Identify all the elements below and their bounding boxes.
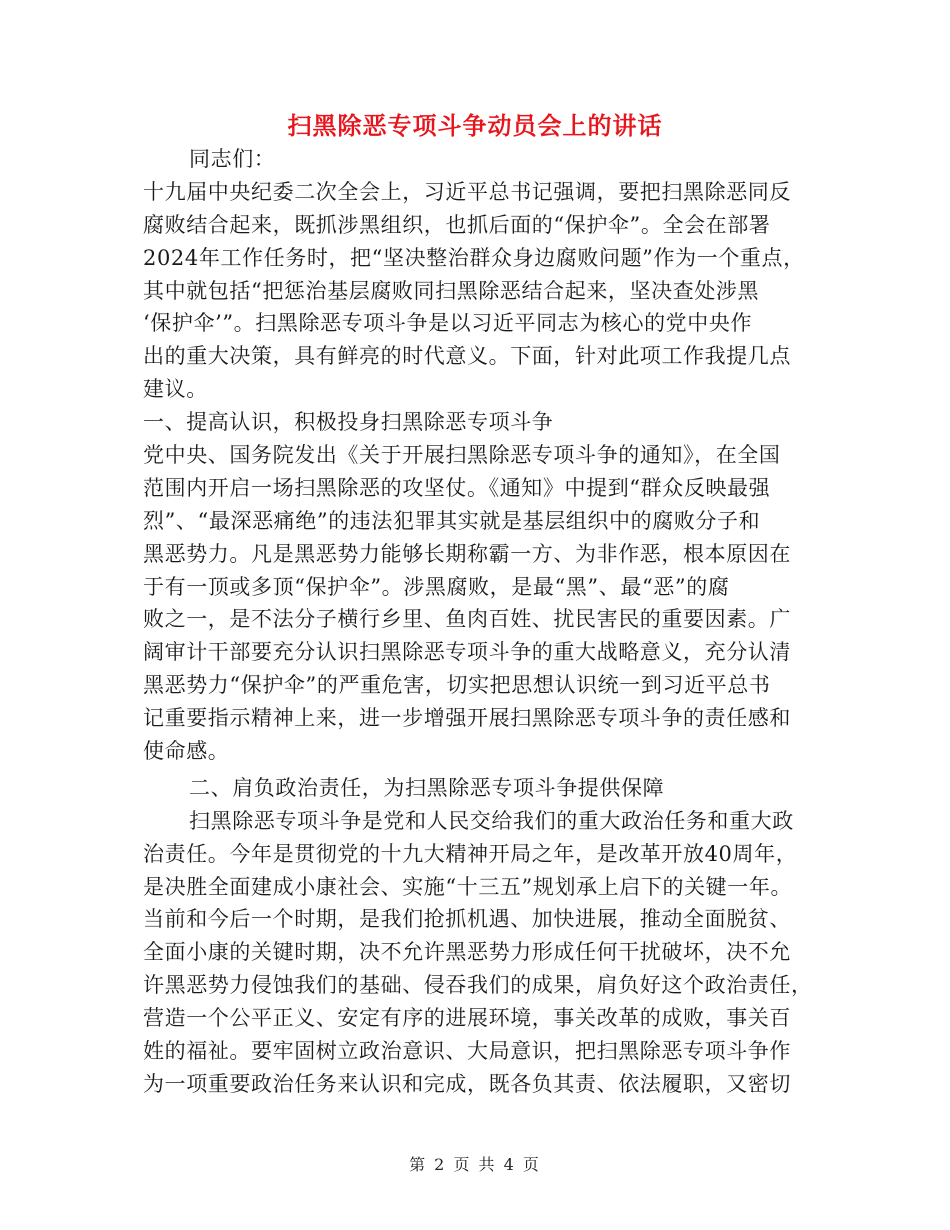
- paragraph-line: 治责任。今年是贯彻党的十九大精神开局之年，是改革开放40周年，: [143, 841, 798, 866]
- paragraph-line: ‘保护伞’”。扫黑除恶专项斗争是以习近平同志为核心的党中央作: [143, 311, 753, 336]
- paragraph-line: 阔审计干部要充分认识扫黑除恶专项斗争的重大战略意义，充分认清: [143, 640, 791, 665]
- paragraph-line: 范围内开启一场扫黑除恶的攻坚仗。《通知》中提到“群众反映最强: [143, 475, 771, 500]
- paragraph-line: 营造一个公平正义、安定有序的进展环境，事关改革的成败，事关百: [143, 1006, 791, 1031]
- paragraph-line: 2024年工作任务时，把“坚决整治群众身边腐败问题”作为一个重点，: [143, 245, 805, 270]
- paragraph-line: 烈”、“最深恶痛绝”的违法犯罪其实就是基层组织中的腐败分子和: [143, 508, 761, 533]
- paragraph-line: 全面小康的关键时期，决不允许黑恶势力形成任何干扰破坏，决不允: [143, 940, 791, 965]
- paragraph-line: 姓的福祉。要牢固树立政治意识、大局意识，把扫黑除恶专项斗争作: [143, 1039, 791, 1064]
- document-body: [143, 143, 813, 1101]
- paragraph-line: 其中就包括“把惩治基层腐败同扫黑除恶结合起来，坚决查处涉黑: [143, 278, 760, 303]
- paragraph-line: 败之一，是不法分子横行乡里、鱼肉百姓、扰民害民的重要因素。广: [143, 607, 791, 632]
- paragraph-line: 出的重大决策，具有鲜亮的时代意义。下面，针对此项工作我提几点: [143, 344, 791, 369]
- paragraph-line: 黑恶势力。凡是黑恶势力能够长期称霸一方、为非作恶，根本原因在: [143, 541, 791, 566]
- paragraph-line: 党中央、国务院发出《关于开展扫黑除恶专项斗争的通知》，在全国: [143, 443, 781, 468]
- paragraph-line: 扫黑除恶专项斗争是党和人民交给我们的重大政治任务和重大政: [189, 808, 794, 833]
- paragraph-line: 于有一顶或多顶“保护伞”。涉黑腐败，是最“黑”、最“恶”的腐: [143, 574, 730, 599]
- document-title: 扫黑除恶专项斗争动员会上的讲话: [287, 111, 663, 140]
- paragraph-line: 为一项重要政治任务来认识和完成，既各负其责、依法履职，又密切: [143, 1071, 791, 1096]
- page-footer: 第 2 页 共 4 页: [409, 1155, 541, 1174]
- section-heading-1: 一、提高认识，积极投身扫黑除恶专项斗争: [143, 410, 554, 435]
- paragraph-line: 使命感。: [143, 739, 230, 764]
- section-heading-2: 二、肩负政治责任，为扫黑除恶专项斗争提供保障: [189, 775, 665, 800]
- paragraph-line: 许黑恶势力侵蚀我们的基础、侵吞我们的成果，肩负好这个政治责任，: [143, 973, 813, 998]
- paragraph-line: 记重要指示精神上来，进一步增强开展扫黑除恶专项斗争的责任感和: [143, 706, 791, 731]
- salutation: 同志们：: [189, 147, 276, 171]
- paragraph-line: 腐败结合起来，既抓涉黑组织，也抓后面的“保护伞”。全会在部署: [143, 212, 771, 237]
- paragraph-line: 是决胜全面建成小康社会、实施“十三五”规划承上启下的关键一年。: [143, 874, 793, 899]
- paragraph-line: 当前和今后一个时期，是我们抢抓机遇、加快进展，推动全面脱贫、: [143, 907, 791, 932]
- paragraph-line: 建议。: [143, 377, 208, 402]
- paragraph-line: 十九届中央纪委二次全会上，习近平总书记强调，要把扫黑除恶同反: [143, 179, 791, 204]
- paragraph-line: 黑恶势力“保护伞”的严重危害，切实把思想认识统一到习近平总书: [143, 673, 771, 698]
